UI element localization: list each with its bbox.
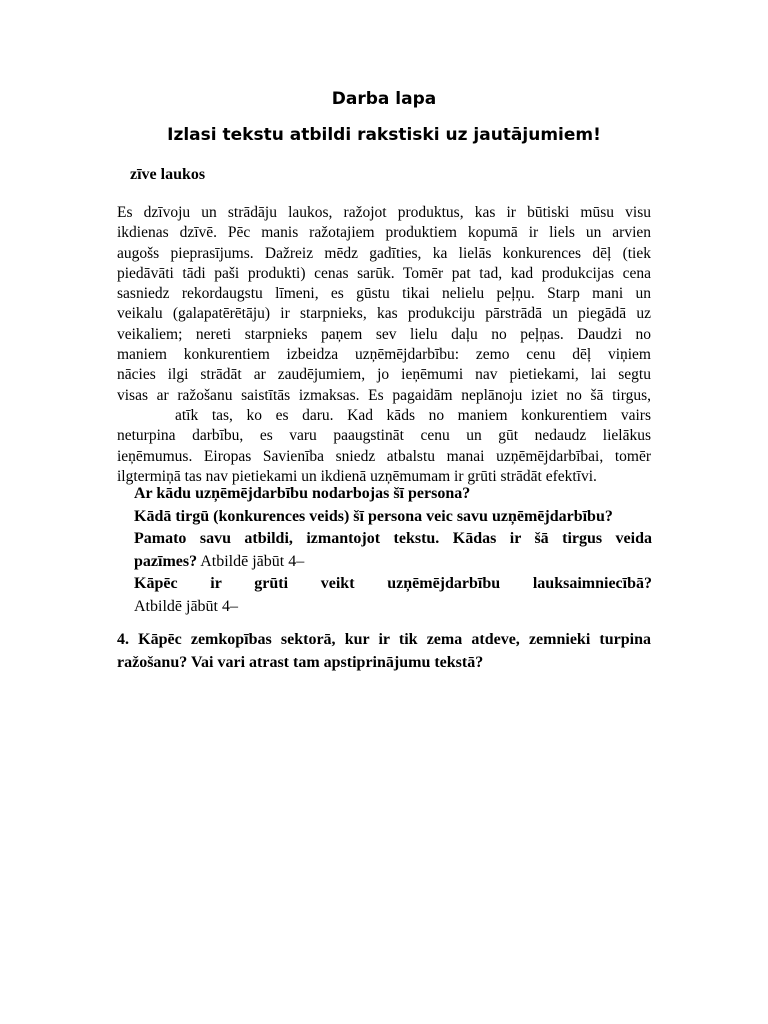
question-2: Kādā tirgū (konkurences veids) šī persona veic savu uzņēmējdarbību? [134,507,613,525]
reading-passage [117,203,651,487]
page-subtitle: Izlasi tekstu atbildi rakstiski uz jautājumiem! [167,125,601,145]
question-3-line-1: Pamato savu atbildi, izmantojot tekstu. Kādas ir šā tirgus veida [134,530,652,547]
passage-line: veikalu (galapatērētāju) ir starpnieks, kas produkciju pārstrādā un piegādā uz [117,305,651,323]
question-3-line-2 [134,551,652,574]
passage-line: nācies ilgi strādāt ar zaudējumiem, jo ieņēmumi nav pietiekami, lai segtu [117,366,651,384]
question-list [134,483,652,618]
passage-line: sasniedz rekordaugstu līmeni, es gūstu tikai nelielu peļņu. Starp mani un [117,285,651,303]
question-numbered-4-line-1: 4. Kāpēc zemkopības sektorā, kur ir tik zema atdeve, zemnieki turpina [117,631,651,648]
section-heading: zīve laukos [130,166,206,183]
passage-line: ilgtermiņā tas nav pietiekami un ikdienā uzņēmumam ir grūti strādāt efektīvi. [117,467,597,485]
passage-line: atīk tas, ko es daru. Kad kāds no maniem konkurentiem vairs [175,406,651,424]
passage-line: veikaliem; nereti starpnieks paņem sev lielu daļu no peļņas. Daudzi no [117,325,651,343]
question-3-answer-hint: Atbildē jābūt 4– [197,552,305,570]
question-4-answer-hint: Atbildē jābūt 4– [134,597,238,615]
passage-line: maniem konkurentiem izbeidza uzņēmējdarbību: zemo cenu dēļ viņiem [117,346,651,364]
passage-line: ieņēmumus. Eiropas Savienība sniedz atbalstu manai uzņēmējdarbībai, tomēr [117,447,651,465]
page-title: Darba lapa [331,89,437,109]
question-numbered-4 [117,629,651,674]
passage-line: piedāvāti tādi paši produkti) cenas sarūk. Tomēr pat tad, kad produkcijas cena [117,264,651,282]
passage-line: neturpina darbību, es varu paaugstināt cenu un gūt nedaudz lielākus [117,427,651,445]
passage-line: ikdienas dzīvē. Pēc manis ražotajiem produktiem kopumā ir liels un arvien [117,224,651,242]
passage-line: augošs pieprasījums. Dažreiz mēdz gadīties, ka lielās konkurences dēļ (tiek [117,244,651,262]
passage-line: visas ar ražošanu saistītās izmaksas. Es pagaidām neplānoju iziet no šā tirgus, [117,386,651,404]
question-1: Ar kādu uzņēmējdarbību nodarbojas šī persona? [134,485,471,502]
passage-line: Es dzīvoju un strādāju laukos, ražojot produktus, kas ir būtiski mūsu visu [117,204,651,221]
question-numbered-4-line-2: ražošanu? Vai vari atrast tam apstiprinājumu tekstā? [117,653,484,671]
question-3-bold-part: pazīmes? [134,552,198,570]
question-4-line-1: Kāpēc ir grūti veikt uzņēmējdarbību lauksaimniecībā? [134,575,652,592]
